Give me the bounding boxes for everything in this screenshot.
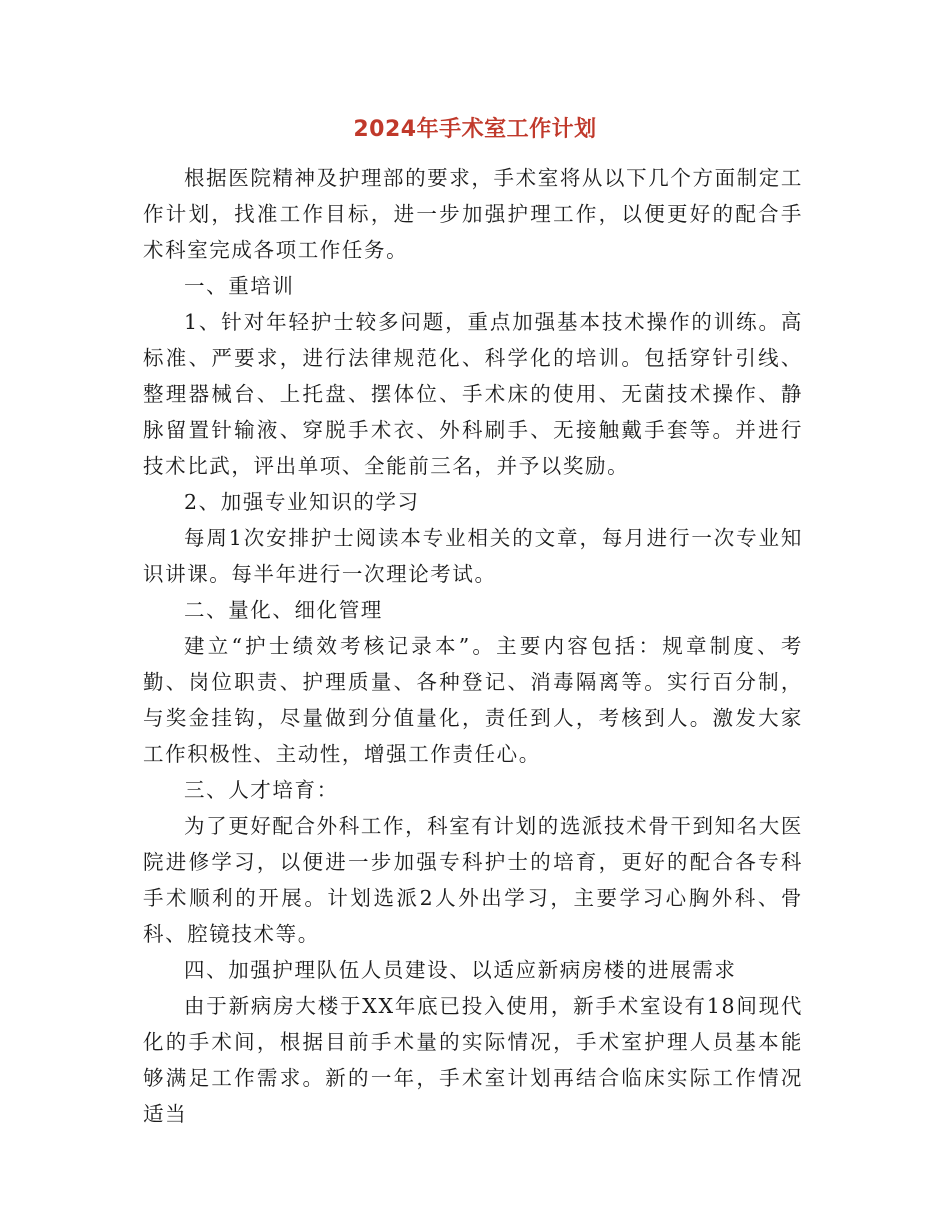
document-body [143,160,803,1132]
training-item-2-heading: 2、加强专业知识的学习 [184,490,420,514]
talent-paragraph: 为了更好配合外科工作，科室有计划的选派技术骨干到知名大医院进修学习，以便进一步加强专科护士的培育，更好的配合各专科手术顺利的开展。计划选派2人外出学习，主要学习心胸外科、骨科、腔镜技术等。 [143,814,803,946]
section-heading-training: 一、重培训 [184,274,295,298]
intro-paragraph: 根据医院精神及护理部的要求，手术室将从以下几个方面制定工作计划，找准工作目标，进一步加强护理工作，以便更好的配合手术科室完成各项工作任务。 [143,166,803,262]
section-heading-talent: 三、人才培育： [184,778,339,802]
section-heading-management: 二、量化、细化管理 [184,598,383,622]
document-title: 2024年手术室工作计划 [353,117,597,142]
team-building-paragraph: 由于新病房大楼于XX年底已投入使用，新手术室设有18间现代化的手术间，根据目前手术量的实际情况，手术室护理人员基本能够满足工作需求。新的一年，手术室计划再结合临床实际工作情况适当 [143,994,803,1126]
management-paragraph: 建立“护士绩效考核记录本”。主要内容包括：规章制度、考勤、岗位职责、护理质量、各种登记、消毒隔离等。实行百分制，与奖金挂钩，尽量做到分值量化，责任到人，考核到人。激发大家工作积极性、主动性，增强工作责任心。 [143,634,803,766]
training-item-2: 每周1次安排护士阅读本专业相关的文章，每月进行一次专业知识讲课。每半年进行一次理论考试。 [143,526,803,586]
section-heading-team-building: 四、加强护理队伍人员建设、以适应新病房楼的进展需求 [184,958,737,982]
training-item-1: 1、针对年轻护士较多问题，重点加强基本技术操作的训练。高标准、严要求，进行法律规范化、科学化的培训。包括穿针引线、整理器械台、上托盘、摆体位、手术床的使用、无菌技术操作、静脉留置针输液、穿脱手术衣、外科刷手、无接触戴手套等。并进行技术比武，评出单项、全能前三名，并予以奖励。 [143,310,803,478]
